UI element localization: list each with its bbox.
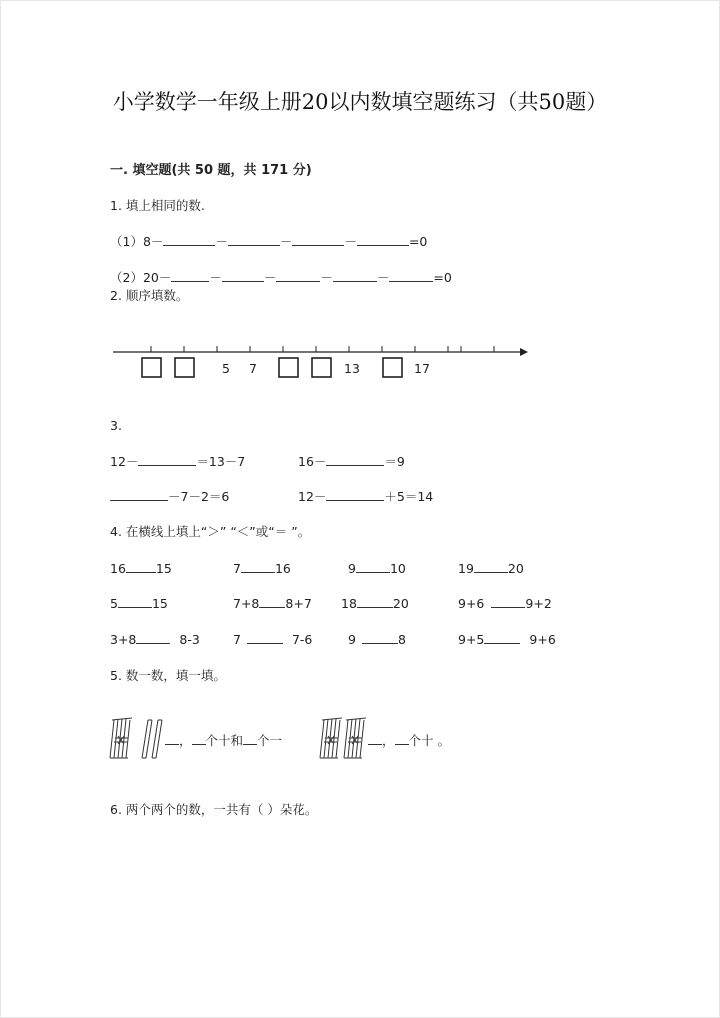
answer-blank[interactable] (243, 733, 257, 745)
minus-sign: － (209, 270, 222, 285)
answer-blank[interactable] (326, 454, 384, 466)
minus-sign: － (344, 234, 357, 249)
compare-right: 9+6 (529, 632, 556, 647)
answer-blank[interactable] (357, 596, 393, 608)
answer-box[interactable] (312, 358, 331, 377)
eq-text: 12－ (298, 489, 327, 504)
q1-line2-end: =0 (433, 270, 452, 285)
answer-blank[interactable] (259, 596, 285, 608)
number-label: 17 (414, 361, 430, 376)
eq-text: 个十 。 (408, 733, 450, 748)
eq-text: ， (382, 733, 395, 748)
q6-stem: 6. 两个两个的数，一共有（ ）朵花。 (110, 802, 318, 817)
compare-item (458, 632, 556, 648)
answer-blank[interactable] (247, 632, 283, 644)
compare-left: 7 (233, 632, 241, 647)
section-heading: 一. 填空题(共 50 题，共 171 分) (110, 163, 312, 178)
number-label: 5 (222, 361, 230, 376)
eq-text: ＋5＝14 (384, 489, 434, 504)
compare-left: 16 (110, 561, 126, 576)
answer-blank[interactable] (126, 561, 156, 573)
compare-item (458, 596, 552, 612)
compare-item (348, 561, 406, 577)
compare-left: 9+5 (458, 632, 485, 647)
compare-item (110, 596, 168, 612)
compare-right: 16 (274, 561, 291, 576)
eq-text: 16－ (298, 454, 327, 469)
q3-eq-c (110, 489, 229, 505)
compare-item (341, 596, 409, 612)
q1-line2-prefix: （2）20－ (110, 270, 172, 285)
answer-blank[interactable] (138, 454, 196, 466)
q1-stem: 1. 填上相同的数. (110, 198, 205, 213)
minus-sign: － (376, 270, 390, 285)
q3-eq-a (110, 454, 245, 470)
answer-blank[interactable] (110, 489, 168, 501)
answer-blank[interactable] (491, 596, 525, 608)
compare-left: 3+8 (110, 632, 137, 647)
answer-box[interactable] (383, 358, 402, 377)
compare-left: 7 (233, 561, 241, 576)
number-line (0, 0, 720, 400)
compare-right: 8 (397, 632, 406, 647)
compare-item (458, 561, 524, 577)
q5-left-answer (165, 733, 282, 749)
q1-line1-end: =0 (408, 234, 428, 249)
eq-text: ， (179, 733, 192, 748)
compare-right: 20 (507, 561, 524, 576)
answer-blank[interactable] (326, 489, 384, 501)
compare-right: 10 (389, 561, 406, 576)
number-label: 13 (344, 361, 360, 376)
compare-left: 9 (348, 632, 356, 647)
compare-item (110, 632, 200, 648)
compare-right: 20 (392, 596, 409, 611)
answer-blank[interactable] (241, 561, 275, 573)
ten-bundles-icon (314, 714, 368, 760)
minus-sign: － (279, 234, 293, 249)
q1-line1-prefix: （1）8－ (110, 234, 164, 249)
answer-box[interactable] (142, 358, 161, 377)
compare-left: 7+8 (233, 596, 260, 611)
ten-bundle-icon (104, 714, 164, 760)
compare-item (233, 561, 291, 577)
answer-blank[interactable] (165, 733, 179, 745)
q2-stem: 2. 顺序填数。 (110, 288, 189, 303)
compare-right: 15 (151, 596, 168, 611)
answer-box[interactable] (279, 358, 298, 377)
answer-blank[interactable] (192, 733, 206, 745)
compare-right: 7-6 (291, 632, 313, 647)
compare-right: 9+2 (525, 596, 552, 611)
page-title: 小学数学一年级上册20以内数填空题练习（共50题） (112, 90, 608, 114)
q3-stem: 3. (110, 418, 122, 433)
answer-box[interactable] (175, 358, 194, 377)
q5-right-answer (368, 733, 450, 749)
compare-right: 15 (155, 561, 172, 576)
eq-text: 12－ (110, 454, 139, 469)
q3-eq-b (298, 454, 405, 470)
eq-text: ＝9 (384, 454, 405, 469)
minus-sign: － (215, 234, 228, 249)
compare-item (233, 596, 312, 612)
compare-right: 8+7 (285, 596, 312, 611)
compare-item (110, 561, 172, 577)
eq-text: 个一 (257, 733, 283, 748)
answer-blank[interactable] (136, 632, 170, 644)
q3-eq-d (298, 489, 433, 505)
minus-sign: － (320, 270, 333, 285)
eq-text: 个十和 (205, 733, 244, 748)
compare-item (233, 632, 312, 648)
compare-left: 5 (110, 596, 118, 611)
answer-blank[interactable] (356, 561, 390, 573)
compare-left: 9 (348, 561, 356, 576)
answer-blank[interactable] (368, 733, 382, 745)
answer-blank[interactable] (362, 632, 398, 644)
q4-stem: 4. 在横线上填上“＞” “＜”或“＝ ”。 (110, 524, 311, 539)
answer-blank[interactable] (484, 632, 520, 644)
eq-text: －7－2＝6 (168, 489, 230, 504)
compare-left: 9+6 (458, 596, 485, 611)
answer-blank[interactable] (395, 733, 409, 745)
eq-text: ＝13－7 (196, 454, 246, 469)
compare-right: 8-3 (179, 632, 200, 647)
compare-item (348, 632, 406, 648)
compare-left: 18 (341, 596, 357, 611)
minus-sign: － (263, 270, 277, 285)
answer-blank[interactable] (118, 596, 152, 608)
number-line-arrow (520, 348, 528, 356)
number-line-ticks (151, 346, 494, 352)
compare-left: 19 (458, 561, 474, 576)
number-label: 7 (249, 361, 257, 376)
q5-stem: 5. 数一数，填一填。 (110, 668, 226, 683)
answer-blank[interactable] (474, 561, 508, 573)
